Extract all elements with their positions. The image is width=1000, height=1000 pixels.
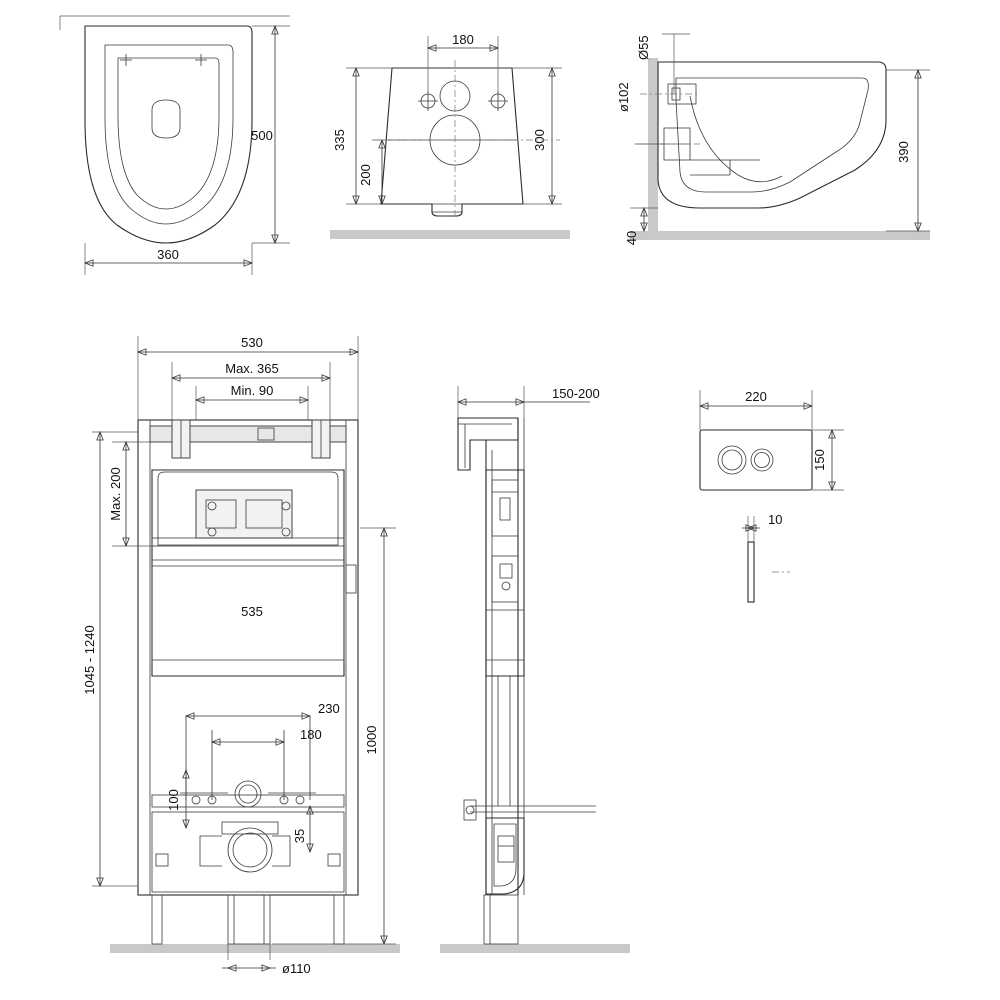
dim-bolt-spacing-outer: 230 [318,701,340,716]
dim-seat-width: 360 [157,247,179,262]
floor-line [330,230,570,239]
floor-line-side [630,231,930,240]
soil-pipe-circle [228,828,272,872]
dim-fixing-max: Max. 365 [225,361,279,376]
dim-floor-clearance: 40 [624,230,639,246]
frame-leg-left [152,895,162,944]
seat-fixing-mark-left [120,54,132,66]
flush-plate-side-outline [748,542,754,602]
view-seat-top [60,16,290,275]
dim-pan-height-left: 335 [332,129,347,151]
dim-adjust-max-200: Max. 200 [108,467,123,521]
wall-line [648,58,658,234]
dim-flush-pipe-height: 100 [166,789,181,811]
view-flush-plate [700,389,844,490]
soil-stub-side [484,895,518,944]
dim-pan-height-right: 300 [532,129,547,151]
dim-inlet-diameter: Ø55 [636,35,651,60]
frame-leg-right [334,895,344,944]
inspection-opening [196,490,292,538]
dim-frame-width: 530 [241,335,263,350]
flush-plate-outline [700,430,812,490]
soil-bend-area [152,812,344,892]
seat-fixing-mark-right [195,54,207,66]
dim-outlet-offset: 35 [292,828,307,844]
dim-bolt-spacing-inner: 180 [300,727,322,742]
dim-outlet-height: 200 [358,164,373,186]
wall-bracket-side [458,418,518,470]
dim-bolt-spacing: 180 [452,32,474,47]
dim-plate-thickness: 10 [768,512,783,527]
dim-soil-pipe-diameter: ø110 [282,961,311,976]
dim-cistern-width: 535 [241,604,263,619]
dim-outlet-diameter: ø102 [616,82,631,112]
dim-fixing-min: Min. 90 [230,383,274,398]
view-frame-front [82,335,400,976]
frame-side-floor [440,944,630,953]
view-pan-side [616,34,930,245]
dim-install-height: 1000 [364,725,379,755]
valve-side [492,556,518,602]
dim-seat-length: 500 [251,128,273,143]
dim-projection: 390 [896,141,911,163]
dim-plate-height: 150 [812,449,827,471]
view-flush-plate-side [742,512,790,602]
dim-frame-depth: 150-200 [552,386,600,401]
dim-frame-height-range: 1045 - 1240 [82,625,97,695]
view-frame-side [440,386,630,953]
dim-plate-width: 220 [745,389,767,404]
frame-floor-line [110,944,400,953]
view-pan-front [330,32,570,239]
